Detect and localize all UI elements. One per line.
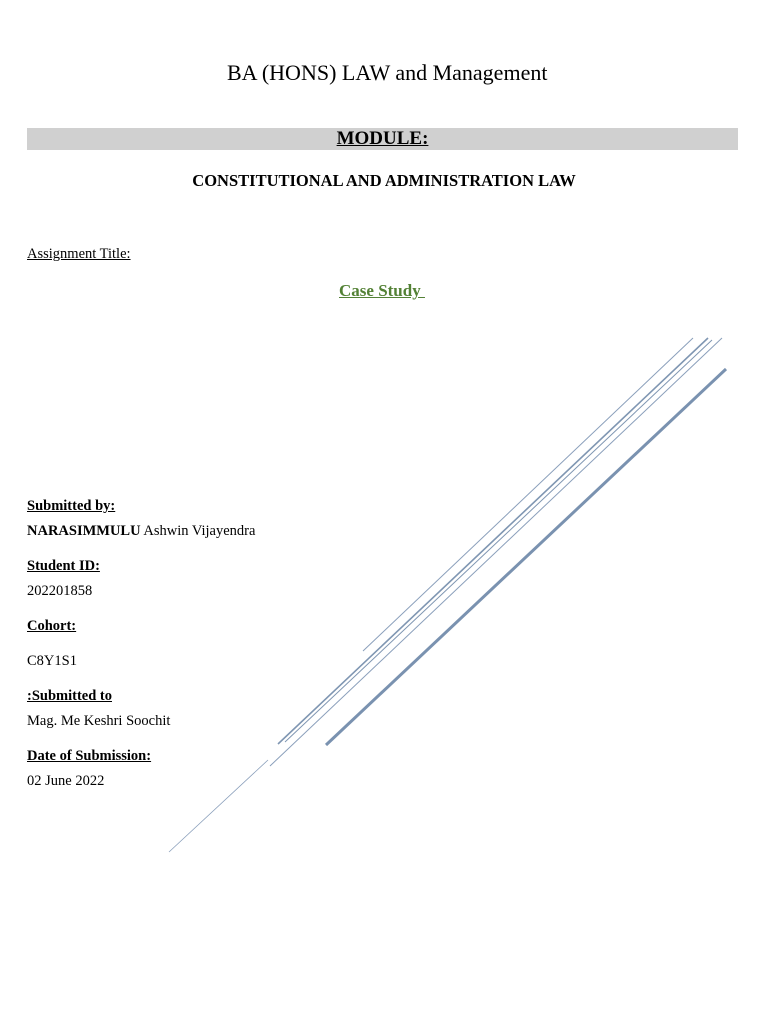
date-of-submission-label: Date of Submission: bbox=[27, 748, 152, 764]
student-id-label: Student ID: bbox=[27, 558, 100, 574]
cohort-value: C8Y1S1 bbox=[27, 653, 77, 669]
diagonal-line-2 bbox=[278, 338, 708, 744]
submitted-by-label: Submitted by: bbox=[27, 498, 116, 514]
submitted-to-label: :Submitted to bbox=[27, 688, 112, 704]
submitted-by-value bbox=[27, 522, 255, 540]
program-title-row bbox=[0, 58, 768, 93]
diagonal-line-4 bbox=[270, 338, 722, 766]
diagonal-line-5 bbox=[326, 369, 726, 745]
date-of-submission-value: 02 June 2022 bbox=[27, 773, 105, 789]
student-id-value: 202201858 bbox=[27, 583, 93, 599]
program-title: BA (HONS) LAW and Management bbox=[227, 60, 548, 85]
diagonal-line-3 bbox=[285, 340, 712, 742]
assignment-title: Case Study bbox=[339, 281, 425, 300]
student-surname: NARASIMMULU bbox=[27, 523, 141, 539]
assignment-title-label: Assignment Title: bbox=[27, 246, 131, 262]
module-name: CONSTITUTIONAL AND ADMINISTRATION LAW bbox=[192, 171, 576, 190]
submitted-to-value: Mag. Me Keshri Soochit bbox=[27, 713, 171, 729]
module-header-bar bbox=[27, 128, 738, 150]
module-label: MODULE: bbox=[336, 128, 429, 149]
student-given-names: Ashwin Vijayendra bbox=[140, 523, 256, 539]
diagonal-line-6 bbox=[169, 760, 268, 852]
cohort-label: Cohort: bbox=[27, 618, 77, 634]
diagonal-line-1 bbox=[363, 338, 693, 651]
